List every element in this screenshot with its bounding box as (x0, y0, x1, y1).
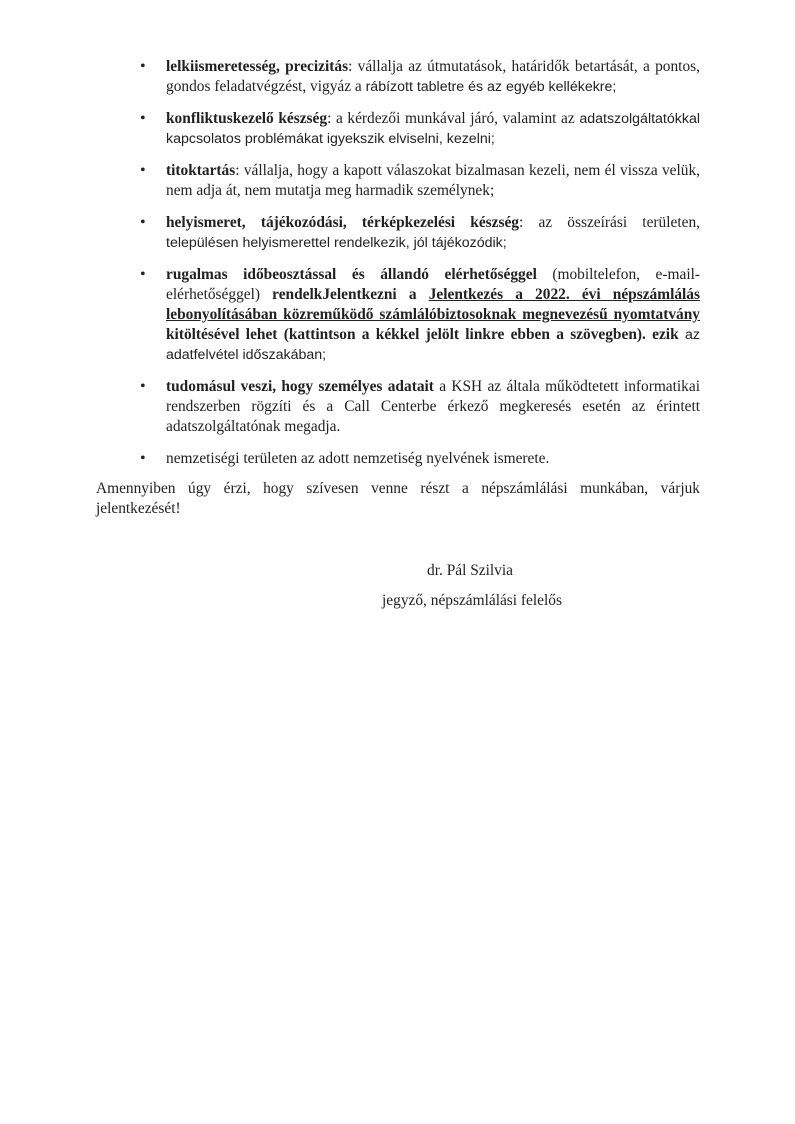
application-form-link[interactable]: Jelentkezés a 2022. évi népszámlálás lebonyolításában közreműködő számlálóbiztosoknak megnevezésű nyomtatvány (166, 286, 700, 323)
list-item (96, 161, 700, 201)
closing-paragraph: Amennyiben úgy érzi, hogy szívesen venne részt a népszámlálási munkában, várjuk jelentkezését! (96, 480, 700, 517)
bullet-icon: • (140, 162, 146, 179)
requirement-text: a KSH az általa működtetett informatikai rendszerben rögzíti és a Call Centerbe érkező megkeresés esetén az érintett adatszolgáltatónak megadja. (166, 378, 700, 435)
bullet-icon: • (140, 214, 146, 231)
signature-name: dr. Pál Szilvia (427, 562, 513, 579)
requirement-text-continued: településen helyismerettel rendelkezik, jól tájékozódik; (166, 235, 507, 251)
requirements-list (96, 57, 700, 481)
bullet-icon: • (140, 110, 146, 127)
requirement-text-continued: adatszolgáltatókkal kapcsolatos problémákat igyekszik elviselni, kezelni; (166, 111, 700, 147)
requirement-title: konfliktuskezelő készség (166, 110, 328, 127)
bullet-icon: • (140, 450, 146, 467)
list-item (96, 449, 700, 469)
list-item (96, 377, 700, 437)
requirement-text: : vállalja az útmutatások, határidők betartását, a pontos, gondos feladatvégzést, vigyáz a (166, 58, 700, 95)
requirement-title: helyismeret, tájékozódási, térképkezelési készség (166, 214, 519, 231)
requirement-title: tudomásul veszi, hogy személyes adatait (166, 378, 434, 395)
requirement-text: (mobiltelefon, e-mail-elérhetőséggel) (166, 266, 700, 303)
requirement-bold-text: rendelkJelentkezni a (272, 286, 429, 303)
requirement-text: : vállalja, hogy a kapott válaszokat bizalmasan kezeli, nem él vissza velük, nem adja át, nem mutatja meg harmadik személynek; (166, 162, 700, 199)
list-item (96, 213, 700, 253)
requirement-text-continued: rábízott tabletre és az egyéb kellékekre; (365, 79, 617, 95)
bullet-icon: • (140, 58, 146, 75)
list-item (96, 109, 700, 149)
requirement-bold-text-continued: kitöltésével lehet (kattintson a kékkel jelölt linkre ebben a szövegben). ezik (166, 326, 679, 343)
requirement-title: lelkiismeretesség, precizitás (166, 58, 349, 75)
requirement-text-end: az adatfelvétel időszakában; (166, 327, 700, 363)
requirement-text: : a kérdezői munkával járó, valamint az (327, 110, 580, 127)
bullet-icon: • (140, 378, 146, 395)
requirement-text: : az összeírási területen, (519, 214, 700, 231)
list-item (96, 57, 700, 97)
requirement-text: nemzetiségi területen az adott nemzetiség nyelvének ismerete. (166, 450, 550, 467)
list-item (96, 265, 700, 365)
requirement-title: titoktartás (166, 162, 236, 179)
signature-title: jegyző, népszámlálási felelős (382, 592, 562, 609)
bullet-icon: • (140, 266, 146, 283)
requirement-title: rugalmas időbeosztással és állandó elérhetőséggel (166, 266, 537, 283)
